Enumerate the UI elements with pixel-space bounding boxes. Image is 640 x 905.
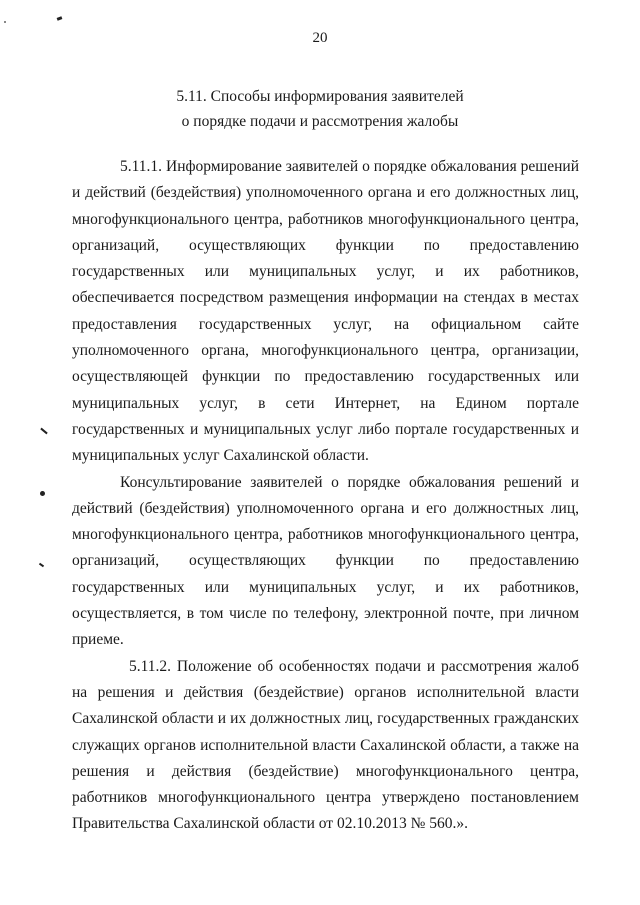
scan-speck <box>40 428 47 435</box>
page-number: 20 <box>312 30 328 46</box>
scan-speck <box>57 16 63 21</box>
section-title-line-1: 5.11. Способы информирования заявителей <box>176 88 464 105</box>
paragraph-5-11-2: 5.11.2. Положение об особенностях подачи и рассмотрения жалоб на решения и действия (бездействие) органов исполнительной власти Сахалинской области и их должностных лиц, государственных гражданских служащих органов исполнительной власти Сахалинской области, а также на решения и действия (бездействие) многофункционального центра, работников многофункционального центра утверждено постановлением Правительства Сахалинской области от 02.10.2013 № 560.». <box>72 657 579 833</box>
section-title-line-2: о порядке подачи и рассмотрения жалобы <box>181 113 459 130</box>
scan-speck <box>40 491 45 496</box>
document-body <box>72 154 579 838</box>
scan-speck <box>4 21 6 23</box>
scan-speck <box>39 563 44 568</box>
paragraph-5-11-1: 5.11.1. Информирование заявителей о порядке обжалования решений и действий (бездействия) уполномоченного органа и его должностных лиц, многофункционального центра, работников многофункционального центра, организаций, осуществляющих функции по предоставлению государственных или муниципальных услуг, и их работников, обеспечивается посредством размещения информации на стендах в местах предоставления государственных услуг, на официальном сайте уполномоченного органа, многофункционального центра, организации, осуществляющей функции по предоставлению государственных или муниципальных услуг, в сети Интернет, на Едином портале государственных и муниципальных услуг либо портале государственных и муниципальных услуг Сахалинской области. <box>72 158 579 465</box>
paragraph-consultation: Консультирование заявителей о порядке обжалования решений и действий (бездействия) уполномоченного органа и его должностных лиц, многофункционального центра, работников многофункционального центра, организаций, осуществляющих функции по предоставлению государственных или муниципальных услуг, и их работников, осуществляется, в том числе по телефону, электронной почте, при личном приеме. <box>72 473 579 649</box>
